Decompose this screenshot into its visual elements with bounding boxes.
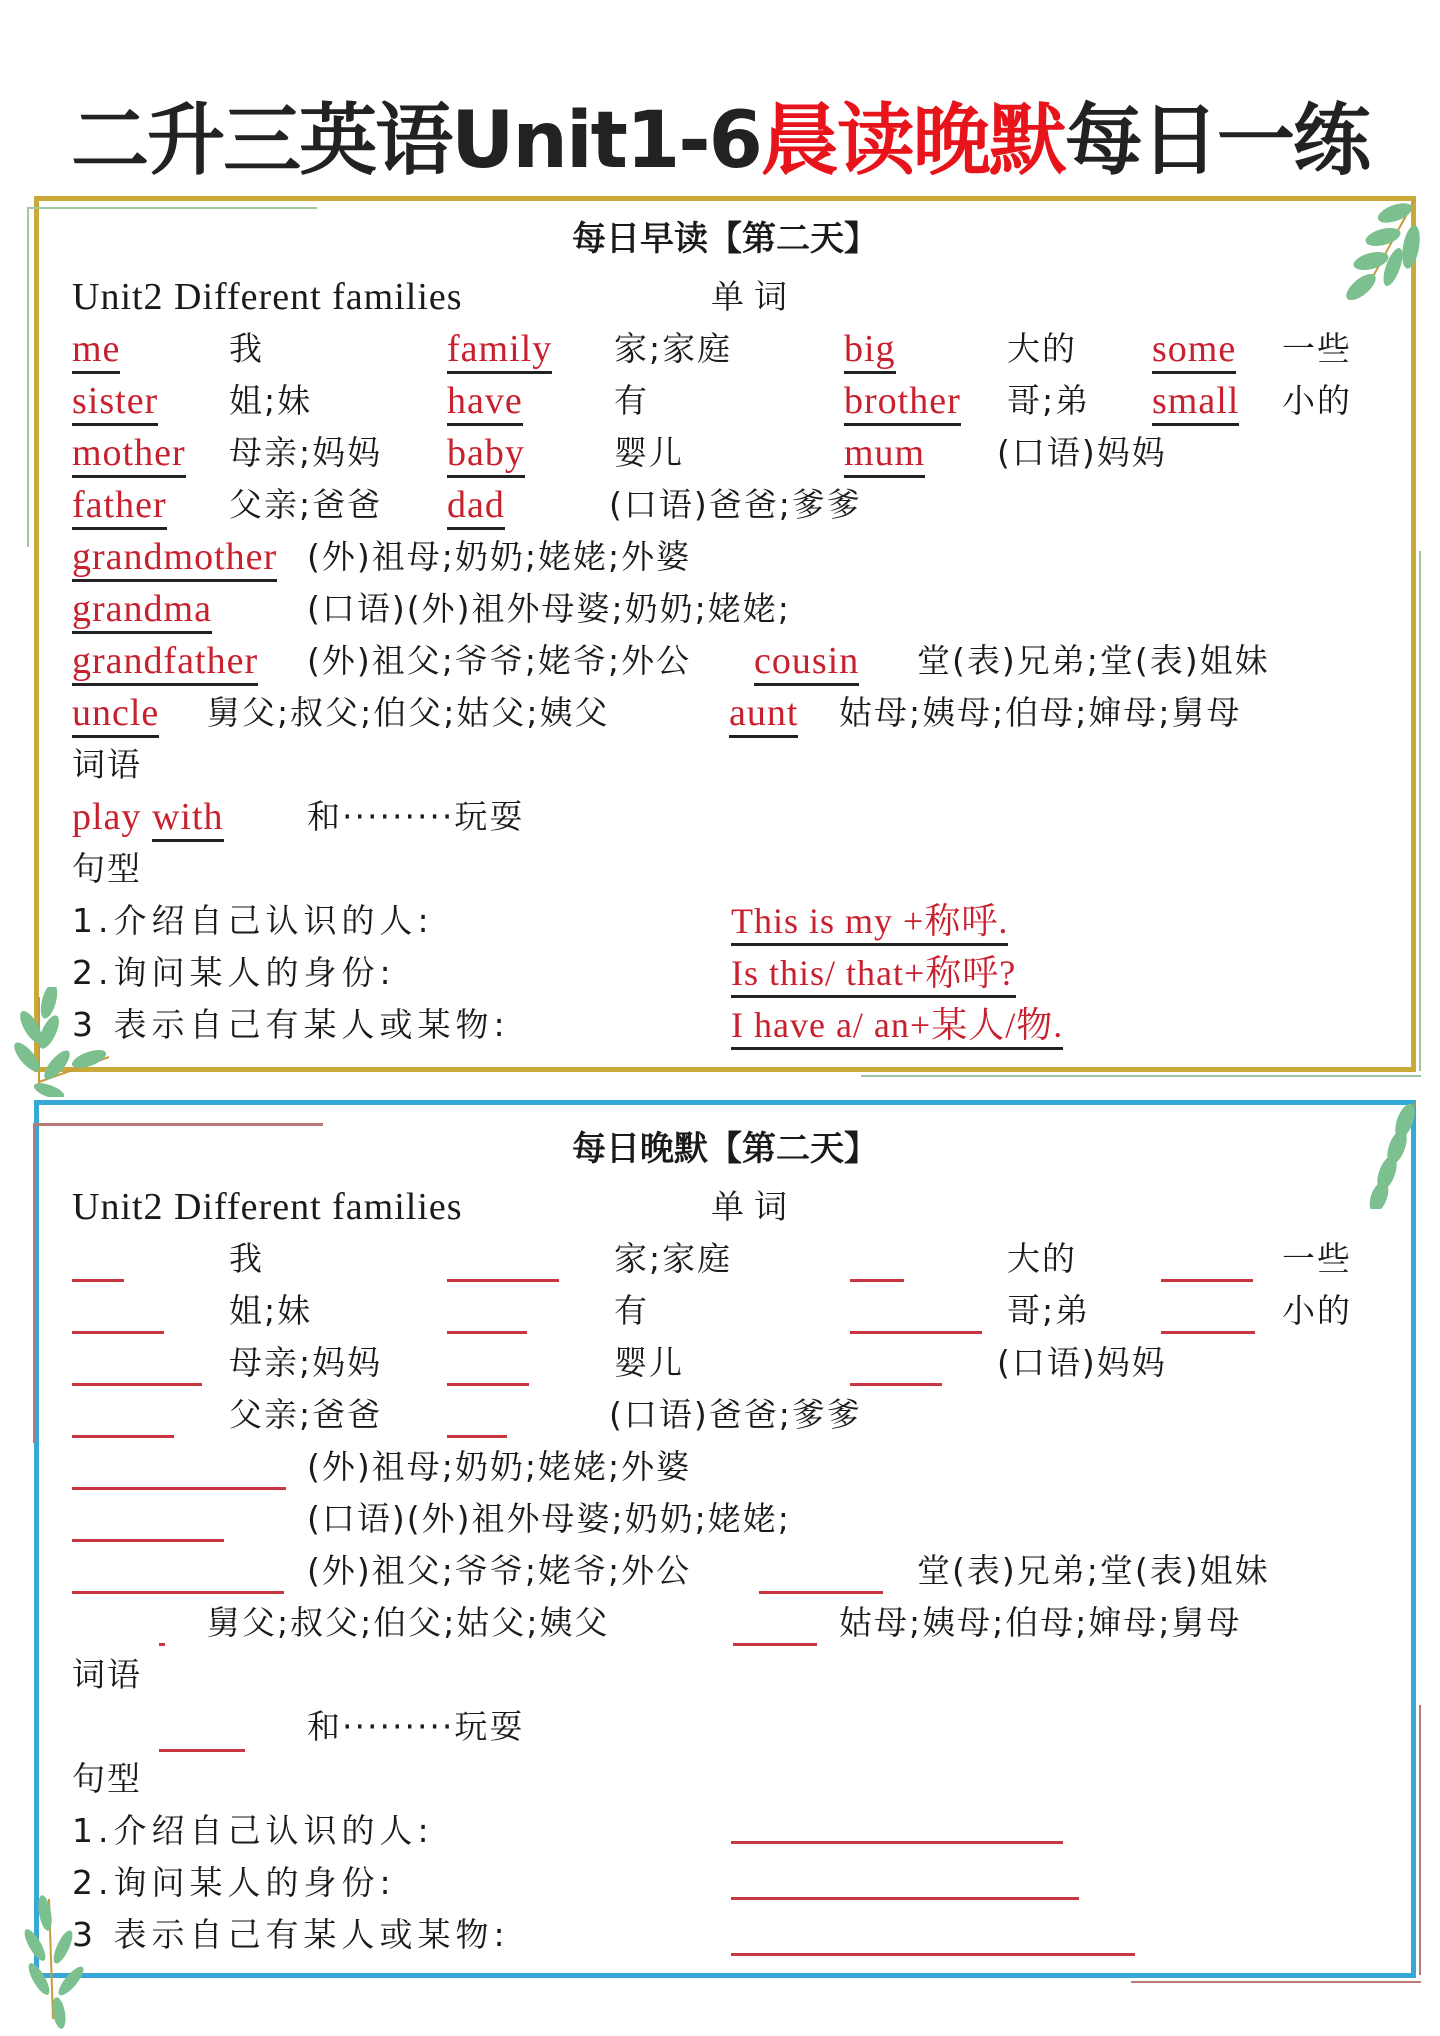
dictation-row [39, 1441, 1411, 1493]
sentence-prompt: 1.介绍自己认识的人: [72, 901, 434, 940]
vocab-meaning: 母亲;妈妈 [229, 1343, 383, 1382]
dictation-row [39, 1285, 1411, 1337]
vocab-meaning: (口语)妈妈 [997, 433, 1167, 472]
dictation-row [39, 1233, 1411, 1285]
vocab-word: grandma [72, 587, 212, 634]
leaf-branch-icon [1343, 195, 1423, 305]
vocab-word: uncle [72, 691, 159, 738]
decorative-line [1419, 1705, 1421, 1975]
vocab-row [39, 427, 1411, 479]
vocab-meaning: 家;家庭 [614, 329, 733, 368]
unit-title: Unit2 Different families [72, 276, 463, 318]
answer-blank[interactable] [447, 1435, 507, 1438]
vocab-meaning: 小的 [1282, 1291, 1352, 1330]
answer-blank[interactable] [759, 1591, 883, 1594]
vocab-meaning: 一些 [1282, 1239, 1352, 1278]
vocab-meaning: 哥;弟 [1007, 1291, 1091, 1330]
vocab-meaning: 姑母;姨母;伯母;婶母;舅母 [839, 693, 1242, 732]
page-title [0, 78, 1440, 190]
vocab-row [39, 375, 1411, 427]
answer-blank[interactable] [850, 1279, 904, 1282]
decorative-line [27, 207, 317, 209]
answer-blank[interactable] [850, 1331, 982, 1334]
vocab-word: grandfather [72, 639, 258, 686]
phrase-word-part1: play [72, 796, 142, 838]
vocab-meaning: (口语)爸爸;爹爹 [609, 1395, 862, 1434]
vocab-meaning: 姑母;姨母;伯母;婶母;舅母 [839, 1603, 1242, 1642]
unit-title: Unit2 Different families [72, 1186, 463, 1228]
answer-blank[interactable] [72, 1539, 224, 1542]
sentence-prompt: 2.询问某人的身份: [72, 953, 396, 992]
vocab-meaning: 有 [614, 1291, 649, 1330]
vocab-meaning: 母亲;妈妈 [229, 433, 383, 472]
vocab-word: cousin [754, 639, 859, 686]
section-label-phrases: 词语 [72, 1655, 142, 1694]
sentence-prompt: 3 表示自己有某人或某物: [72, 1915, 510, 1954]
answer-blank[interactable] [850, 1383, 942, 1386]
vocab-meaning: 舅父;叔父;伯父;姑父;姨父 [207, 1603, 610, 1642]
answer-blank[interactable] [72, 1383, 202, 1386]
decorative-line [1131, 1981, 1421, 1983]
vocab-meaning: 家;家庭 [614, 1239, 733, 1278]
phrase-row [39, 791, 1411, 843]
vocab-meaning: 我 [229, 329, 264, 368]
vocab-meaning: (口语)(外)祖外母婆;奶奶;姥姥; [307, 589, 791, 628]
morning-heading-text: 每日早读【第二天】 [556, 211, 894, 260]
sentences-label-row [39, 843, 1411, 895]
section-label-sentences: 句型 [72, 849, 142, 888]
vocab-row [39, 323, 1411, 375]
vocab-word: brother [844, 379, 961, 426]
leaf-branch-icon [9, 987, 119, 1097]
sentence-row [39, 947, 1411, 999]
vocab-meaning: 哥;弟 [1007, 381, 1091, 420]
phrases-label-row [39, 739, 1411, 791]
title-part-3: 每日一练 [1064, 96, 1369, 186]
answer-blank[interactable] [1161, 1279, 1253, 1282]
answer-blank[interactable] [72, 1487, 286, 1490]
vocab-row [39, 479, 1411, 531]
vocab-word: aunt [729, 691, 798, 738]
sentence-dictation-row [39, 1805, 1411, 1857]
sentence-prompt: 1.介绍自己认识的人: [72, 1811, 434, 1850]
unit-row [39, 271, 1411, 323]
dictation-row [39, 1597, 1411, 1649]
evening-heading-text: 每日晚默【第二天】 [572, 1129, 878, 1169]
vocab-word: dad [447, 483, 505, 530]
decorative-line [1419, 551, 1421, 1071]
title-part-red: 晨读晚默 [760, 96, 1065, 186]
leaf-branch-icon [1343, 1099, 1423, 1209]
answer-blank[interactable] [733, 1643, 817, 1646]
phrase-meaning: 和·········玩耍 [307, 797, 525, 836]
vocab-word: have [447, 379, 523, 426]
vocab-meaning: (口语)妈妈 [997, 1343, 1167, 1382]
sentence-row [39, 999, 1411, 1051]
phrase-dictation-row [39, 1701, 1411, 1753]
section-label-sentences: 句型 [72, 1759, 142, 1798]
sentence-dictation-row [39, 1857, 1411, 1909]
sentence-answer: Is this/ that+称呼? [731, 951, 1016, 998]
leaf-branch-icon [9, 1889, 119, 2029]
sentence-dictation-row [39, 1909, 1411, 1961]
vocab-meaning: 婴儿 [614, 433, 684, 472]
phrase-word-part2: with [152, 795, 224, 842]
vocab-meaning: 我 [229, 1239, 264, 1278]
vocab-word: small [1152, 379, 1239, 426]
vocab-meaning: 父亲;爸爸 [229, 485, 383, 524]
sentence-prompt: 2.询问某人的身份: [72, 1863, 396, 1902]
answer-blank[interactable] [72, 1331, 164, 1334]
vocab-word: family [447, 327, 552, 374]
decorative-line [27, 207, 29, 547]
vocab-meaning: 大的 [1007, 1239, 1077, 1278]
sentence-prompt: 3 表示自己有某人或某物: [72, 1005, 510, 1044]
morning-reading-card [34, 196, 1416, 1072]
answer-blank[interactable] [72, 1591, 284, 1594]
answer-blank[interactable] [447, 1331, 527, 1334]
answer-blank[interactable] [159, 1643, 165, 1646]
vocab-meaning: 堂(表)兄弟;堂(表)姐妹 [917, 641, 1270, 680]
vocab-word: some [1152, 327, 1236, 374]
dictation-row [39, 1493, 1411, 1545]
answer-blank[interactable] [731, 1897, 1079, 1900]
dictation-row [39, 1337, 1411, 1389]
vocab-word: big [844, 327, 896, 374]
section-label-words: 单词 [711, 1187, 797, 1226]
vocab-word: me [72, 327, 120, 374]
vocab-meaning: 婴儿 [614, 1343, 684, 1382]
answer-blank[interactable] [447, 1279, 559, 1282]
answer-blank[interactable] [72, 1435, 174, 1438]
vocab-word: father [72, 483, 167, 530]
vocab-meaning: 小的 [1282, 381, 1352, 420]
evening-dictation-card [34, 1100, 1416, 1978]
decorative-line [33, 1123, 35, 1443]
sentences-label-row [39, 1753, 1411, 1805]
vocab-word: grandmother [72, 535, 277, 582]
vocab-meaning: 姐;妹 [229, 381, 313, 420]
vocab-word: mother [72, 431, 186, 478]
vocab-row [39, 635, 1411, 687]
vocab-meaning: 堂(表)兄弟;堂(表)姐妹 [917, 1551, 1270, 1590]
answer-blank[interactable] [159, 1749, 245, 1752]
answer-blank[interactable] [72, 1279, 124, 1282]
answer-blank[interactable] [1161, 1331, 1255, 1334]
vocab-meaning: 姐;妹 [229, 1291, 313, 1330]
answer-blank[interactable] [731, 1841, 1063, 1844]
sentence-answer: This is my +称呼. [731, 899, 1008, 946]
section-label-words: 单词 [711, 277, 797, 316]
vocab-meaning: (外)祖父;爷爷;姥爷;外公 [307, 1551, 692, 1590]
dictation-row [39, 1545, 1411, 1597]
vocab-meaning: 有 [614, 381, 649, 420]
vocab-meaning: (口语)(外)祖外母婆;奶奶;姥姥; [307, 1499, 791, 1538]
vocab-meaning: 大的 [1007, 329, 1077, 368]
section-label-phrases: 词语 [72, 745, 142, 784]
vocab-meaning: (外)祖母;奶奶;姥姥;外婆 [307, 1447, 692, 1486]
vocab-meaning: 父亲;爸爸 [229, 1395, 383, 1434]
title-part-1: 二升三英语Unit1-6 [71, 96, 761, 186]
vocab-row [39, 687, 1411, 739]
vocab-meaning: (外)祖母;奶奶;姥姥;外婆 [307, 537, 692, 576]
dictation-row [39, 1389, 1411, 1441]
answer-blank[interactable] [731, 1953, 1135, 1956]
vocab-meaning: (口语)爸爸;爹爹 [609, 485, 862, 524]
vocab-meaning: 一些 [1282, 329, 1352, 368]
vocab-row [39, 583, 1411, 635]
vocab-word: mum [844, 431, 925, 478]
vocab-meaning: (外)祖父;爷爷;姥爷;外公 [307, 641, 692, 680]
answer-blank[interactable] [447, 1383, 529, 1386]
vocab-word: baby [447, 431, 525, 478]
morning-heading [39, 211, 1411, 260]
sentence-row [39, 895, 1411, 947]
phrase-meaning: 和·········玩耍 [307, 1707, 525, 1746]
vocab-row [39, 531, 1411, 583]
phrases-label-row [39, 1649, 1411, 1701]
vocab-word: sister [72, 379, 158, 426]
evening-heading [39, 1121, 1411, 1170]
decorative-line [861, 1075, 1421, 1077]
unit-row [39, 1181, 1411, 1233]
vocab-meaning: 舅父;叔父;伯父;姑父;姨父 [207, 693, 610, 732]
sentence-answer: I have a/ an+某人/物. [731, 1003, 1063, 1050]
